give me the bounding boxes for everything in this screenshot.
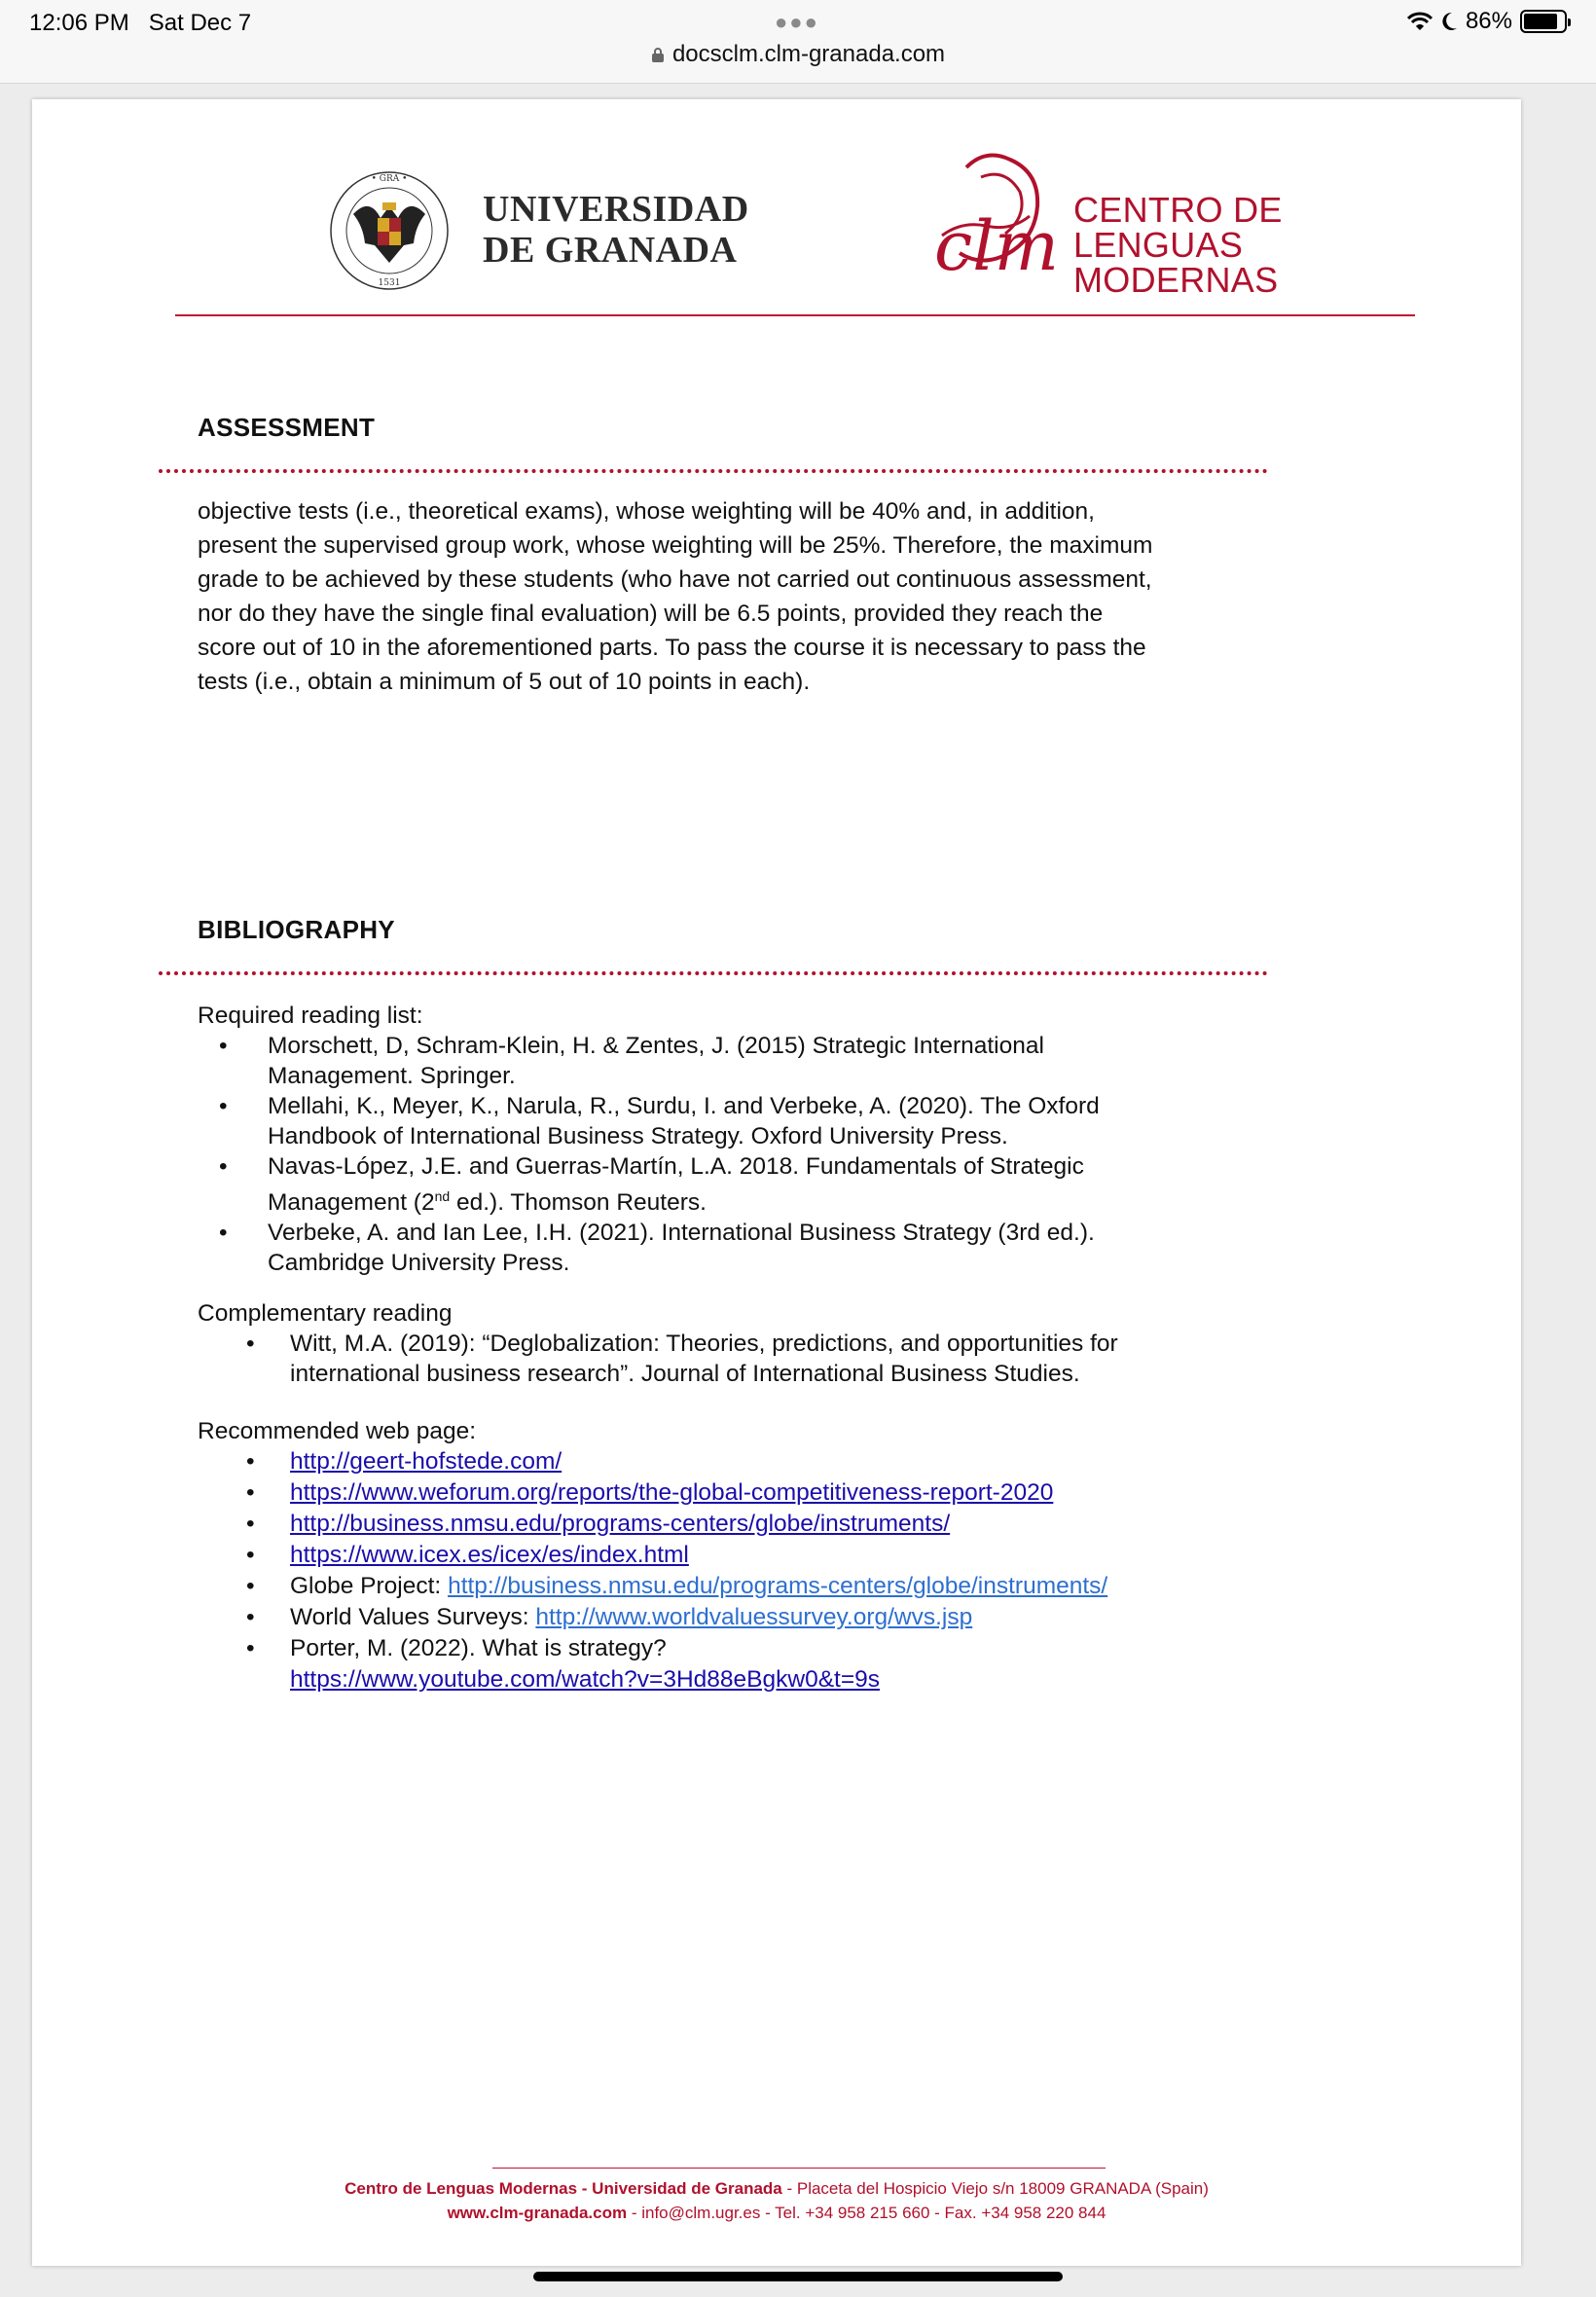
svg-text:clm: clm: [934, 206, 1059, 286]
link[interactable]: https://www.youtube.com/watch?v=3Hd88eBgkw0&t=9s: [290, 1666, 881, 1693]
list-item: [198, 1446, 1268, 1477]
address-bar[interactable]: [0, 41, 1596, 68]
list-item: • World Values Surveys: http://www.worldvaluessurvey.org/wvs.jsp: [198, 1602, 1268, 1633]
footer-line2: www.clm-granada.com - info@clm.ugr.es - Tel. +34 958 215 660 - Fax. +34 958 220 844: [447, 2204, 1106, 2222]
battery-percent: 86%: [1465, 8, 1512, 34]
bullet: •: [219, 1033, 228, 1059]
university-name-line2: DE GRANADA: [483, 230, 738, 271]
list-item: • Morschett, D, Schram-Klein, H. & Zentes, J. (2015) Strategic International Management. Springer.: [219, 1033, 1044, 1089]
document-page: [32, 99, 1521, 2266]
status-bar: [0, 0, 1596, 84]
link[interactable]: http://geert-hofstede.com/: [290, 1448, 562, 1475]
required-reading-list: [198, 1031, 1268, 1278]
list-item: [198, 1540, 1268, 1571]
bullet: •: [219, 1220, 228, 1247]
status-time: [29, 10, 251, 37]
bibliography-divider: [159, 971, 1268, 975]
clm-name-line3: MODERNAS: [1073, 260, 1279, 300]
list-item: [198, 1509, 1268, 1540]
complementary-reading: [198, 1298, 1268, 1389]
clm-logo-icon: [913, 148, 1073, 313]
bullet: •: [246, 1511, 255, 1537]
wifi-icon: [1407, 12, 1433, 31]
clm-name-line2: LENGUAS: [1073, 225, 1244, 265]
link[interactable]: http://business.nmsu.edu/programs-centers/globe/instruments/: [448, 1573, 1108, 1599]
bullet: •: [246, 1573, 255, 1599]
bullet: •: [246, 1635, 255, 1661]
recommended-web: [198, 1416, 1268, 1695]
bullet: •: [246, 1448, 255, 1475]
assessment-text: [198, 494, 1258, 699]
lock-icon: [651, 47, 665, 62]
svg-text:• GRA •: • GRA •: [371, 174, 408, 184]
list-item: • Mellahi, K., Meyer, K., Narula, R., Surdu, I. and Verbeke, A. (2020). The Oxford Handbook of International Business Strategy. Oxford University Press.: [219, 1093, 1100, 1149]
assessment-line: present the supervised group work, whose weighting will be 25%. Therefore, the maximum: [198, 532, 1153, 559]
link[interactable]: https://www.weforum.org/reports/the-global-competitiveness-report-2020: [290, 1479, 1054, 1506]
bullet: •: [219, 1153, 228, 1180]
bullet: •: [246, 1542, 255, 1568]
assessment-heading: ASSESSMENT: [198, 413, 376, 442]
required-reading: [198, 1001, 1268, 1278]
recommended-web-list: [198, 1446, 1268, 1695]
list-item: • Globe Project: http://business.nmsu.edu/programs-centers/globe/instruments/: [198, 1571, 1268, 1602]
link[interactable]: https://www.icex.es/icex/es/index.html: [290, 1542, 689, 1568]
university-name: [483, 189, 749, 271]
assessment-line: nor do they have the single final evaluation) will be 6.5 points, provided they reach the: [198, 601, 1104, 627]
status-icons: [1407, 8, 1567, 35]
list-item: • Navas-López, J.E. and Guerras-Martín, L.A. 2018. Fundamentals of Strategic Management (2nd ed.). Thomson Reuters.: [219, 1153, 1084, 1217]
bullet: •: [219, 1093, 228, 1119]
complementary-reading-list: [198, 1329, 1268, 1389]
link[interactable]: http://www.worldvaluessurvey.org/wvs.jsp: [535, 1604, 973, 1630]
list-item: • Verbeke, A. and Ian Lee, I.H. (2021). International Business Strategy (3rd ed.). Cambridge University Press.: [219, 1220, 1095, 1277]
complementary-reading-heading: Complementary reading: [198, 1300, 453, 1327]
bullet: •: [246, 1604, 255, 1630]
moon-icon: [1440, 12, 1458, 31]
assessment-divider: [159, 469, 1268, 473]
assessment-line: objective tests (i.e., theoretical exams), whose weighting will be 40% and, in addition,: [198, 498, 1095, 525]
url-text: docsclm.clm-granada.com: [671, 41, 946, 67]
bullet: •: [246, 1479, 255, 1506]
footer-line1: Centro de Lenguas Modernas - Universidad de Granada - Placeta del Hospicio Viejo s/n 18009 GRANADA (Spain): [345, 2179, 1209, 2198]
clm-name: [1073, 190, 1283, 300]
home-indicator[interactable]: [533, 2272, 1063, 2281]
svg-text:1531: 1531: [378, 278, 401, 288]
bibliography-heading: BIBLIOGRAPHY: [198, 915, 395, 944]
date: Sat Dec 7: [148, 10, 252, 36]
footer-divider: [492, 2168, 1106, 2169]
university-name-line1: UNIVERSIDAD: [483, 189, 749, 230]
clock: 12:06 PM: [29, 10, 129, 36]
list-item: • Porter, M. (2022). What is strategy? https://www.youtube.com/watch?v=3Hd88eBgkw0&t=9s: [246, 1635, 881, 1693]
more-dots-icon[interactable]: ●●●: [775, 10, 819, 34]
bullet: •: [246, 1331, 255, 1357]
university-seal-icon: [326, 167, 453, 294]
link[interactable]: http://business.nmsu.edu/programs-centers/globe/instruments/: [290, 1511, 951, 1537]
recommended-web-heading: Recommended web page:: [198, 1418, 477, 1444]
battery-icon: [1520, 10, 1567, 33]
assessment-line: grade to be achieved by these students (who have not carried out continuous assessment,: [198, 566, 1152, 593]
list-item: • Witt, M.A. (2019): “Deglobalization: Theories, predictions, and opportunities for international business research”. Journal of International Business Studies.: [246, 1331, 1118, 1387]
list-item: [198, 1477, 1268, 1509]
header-divider: [175, 314, 1415, 316]
required-reading-heading: Required reading list:: [198, 1003, 423, 1029]
assessment-line: tests (i.e., obtain a minimum of 5 out of 10 points in each).: [198, 669, 811, 695]
assessment-line: score out of 10 in the aforementioned parts. To pass the course it is necessary to pass the: [198, 635, 1146, 661]
clm-name-line1: CENTRO DE: [1073, 190, 1283, 230]
